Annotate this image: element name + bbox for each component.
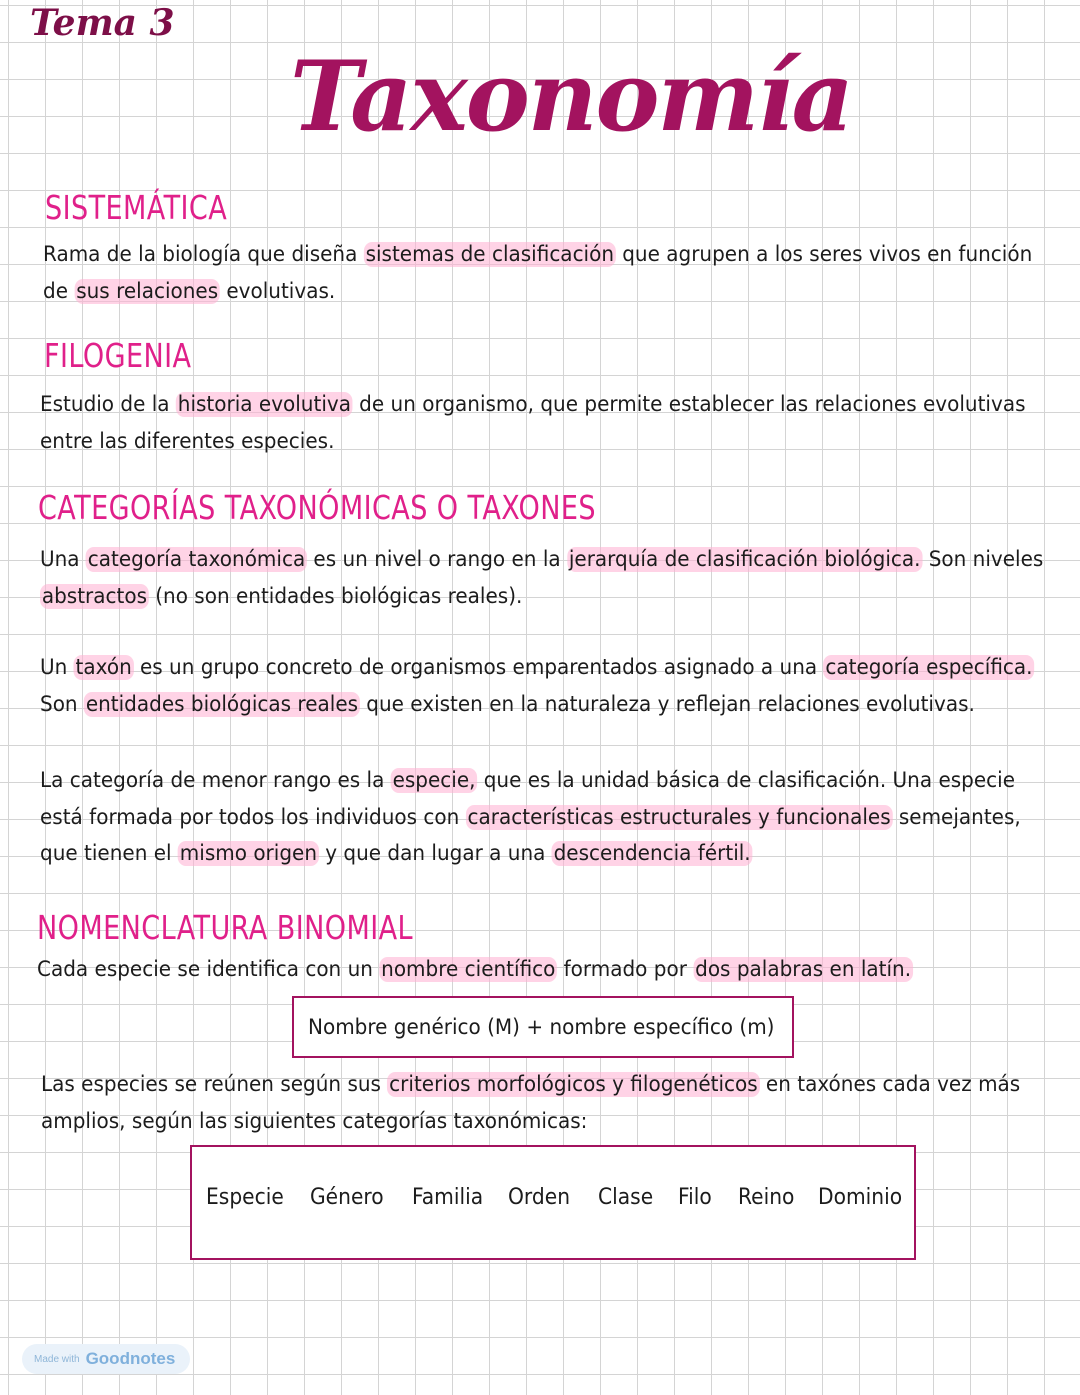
- category-clase: Clase: [598, 1185, 654, 1210]
- goodnotes-badge: [22, 1344, 190, 1374]
- formula-box: [292, 996, 794, 1058]
- text-line: está formada por todos los individuos con características estructurales y funcionales semejantes,: [40, 804, 1021, 830]
- formula-text: Nombre genérico (M) + nombre específico (m): [308, 1014, 775, 1040]
- paragraph-nomenclatura: [37, 952, 913, 989]
- categories-box: [190, 1145, 916, 1260]
- category-dominio: Dominio: [818, 1185, 903, 1210]
- category-filo: Filo: [678, 1185, 712, 1210]
- page-title: Taxonomía: [290, 40, 852, 153]
- made-with-label: Made with: [34, 1353, 80, 1365]
- paragraph-categorias-amplias: [41, 1067, 1020, 1140]
- paragraph-especie: [40, 763, 1021, 873]
- text-line: que tienen el mismo origen y que dan lugar a una descendencia fértil.: [40, 841, 751, 866]
- category-orden: Orden: [508, 1185, 571, 1210]
- tema-label: Tema 3: [30, 2, 175, 44]
- category-reino: Reino: [738, 1185, 795, 1210]
- heading-categorias: CATEGORÍAS TAXONÓMICAS O TAXONES: [38, 488, 596, 527]
- heading-sistematica: SISTEMÁTICA: [45, 188, 228, 227]
- text-line: Rama de la biología que diseña sistemas de clasificación que agrupen a los seres vivos en función: [43, 242, 1033, 267]
- text-line: La categoría de menor rango es la especie, que es la unidad básica de clasificación. Una especie: [40, 768, 1016, 793]
- text-line: Una categoría taxonómica es un nivel o rango en la jerarquía de clasificación biológica. Son niveles: [40, 547, 1044, 572]
- text-line: entre las diferentes especies.: [40, 428, 335, 454]
- paragraph-categoria: [40, 542, 1043, 615]
- category-especie: Especie: [206, 1185, 284, 1210]
- paragraph-filogenia: [40, 387, 1025, 460]
- heading-filogenia: FILOGENIA: [44, 336, 192, 375]
- text-line: Las especies se reúnen según sus criterios morfológicos y filogenéticos en taxónes cada vez más: [41, 1072, 1021, 1097]
- heading-nomenclatura: NOMENCLATURA BINOMIAL: [37, 908, 413, 947]
- text-line: Un taxón es un grupo concreto de organismos emparentados asignado a una categoría específica.: [40, 655, 1033, 680]
- text-line: Estudio de la historia evolutiva de un organismo, que permite establecer las relaciones evolutivas: [40, 392, 1026, 417]
- text-line: amplios, según las siguientes categorías taxonómicas:: [41, 1108, 588, 1134]
- text-line: Son entidades biológicas reales que existen en la naturaleza y reflejan relaciones evolutivas.: [40, 691, 975, 717]
- category-genero: Género: [310, 1185, 384, 1210]
- paragraph-taxon: [40, 650, 1034, 723]
- text-line: de sus relaciones evolutivas.: [43, 278, 336, 304]
- text-line: abstractos (no son entidades biológicas reales).: [41, 583, 523, 609]
- paragraph-sistematica: [43, 237, 1032, 310]
- category-familia: Familia: [412, 1185, 484, 1210]
- goodnotes-logo: Goodnotes: [85, 1349, 176, 1368]
- text-line: Cada especie se identifica con un nombre científico formado por dos palabras en latín.: [37, 957, 912, 982]
